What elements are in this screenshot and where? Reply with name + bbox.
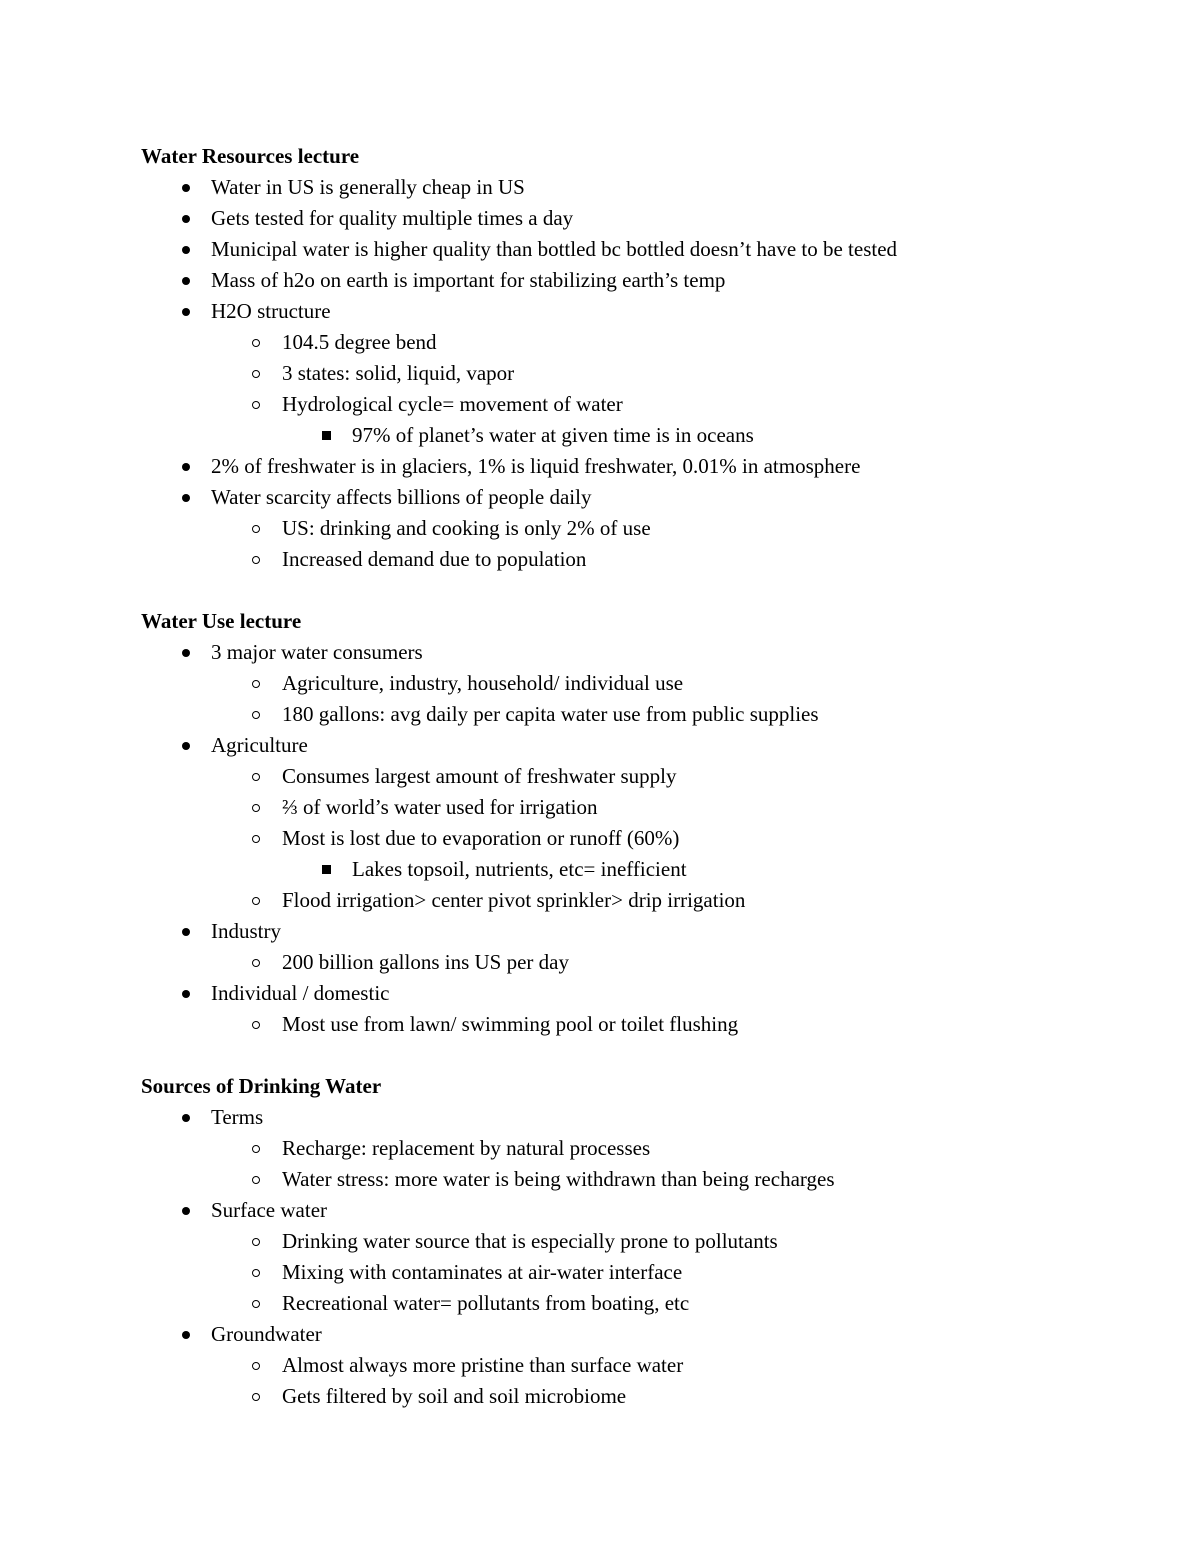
bullet-circle-icon [248, 1164, 264, 1195]
list-item [141, 203, 1061, 234]
bullet-circle-icon [248, 885, 264, 916]
list-item-text: Terms [211, 1105, 264, 1129]
bullet-circle-mark [252, 1300, 260, 1308]
bullet-circle-mark [252, 339, 260, 347]
bullet-dot-icon [178, 916, 194, 947]
list-item-text: 104.5 degree bend [282, 330, 437, 354]
list-item-text: ⅔ of world’s water used for irrigation [282, 795, 598, 819]
bullet-dot-icon [178, 482, 194, 513]
list-item [141, 296, 1061, 451]
list-item-text: Gets tested for quality multiple times a day [211, 206, 574, 230]
list-item-row [141, 389, 1061, 420]
list-item [141, 234, 1061, 265]
list-item [141, 265, 1061, 296]
list-item-text: Municipal water is higher quality than bottled bc bottled doesn’t have to be tested [211, 237, 898, 261]
list-item-row [141, 916, 1061, 947]
bullet-dot-icon [178, 203, 194, 234]
bullet-square-icon [318, 854, 334, 885]
list-item [141, 792, 1061, 823]
list-item [141, 916, 1061, 978]
list-item-text: Lakes topsoil, nutrients, etc= inefficient [352, 857, 687, 881]
bullet-dot-mark [182, 494, 190, 502]
list-item-row [141, 668, 1061, 699]
list-item [141, 761, 1061, 792]
list-item-row [141, 947, 1061, 978]
list-item [141, 172, 1061, 203]
section-heading: Sources of Drinking Water [141, 1074, 382, 1098]
bullet-circle-icon [248, 1133, 264, 1164]
bullet-dot-mark [182, 1331, 190, 1339]
bullet-square-mark [322, 431, 331, 440]
bullet-circle-icon [248, 327, 264, 358]
list-item [141, 1102, 1061, 1195]
list-item-row [141, 203, 1061, 234]
bullet-circle-icon [248, 792, 264, 823]
list-item-text: Agriculture [211, 733, 308, 757]
list-item-text: 97% of planet’s water at given time is in oceans [352, 423, 754, 447]
list-item-text: Water scarcity affects billions of people daily [211, 485, 592, 509]
list-item-text: Drinking water source that is especially prone to pollutants [282, 1229, 778, 1253]
bullet-list-level-2 [141, 668, 1061, 730]
list-item-text: Groundwater [211, 1322, 322, 1346]
list-item-row [141, 451, 1061, 482]
list-item-row [141, 1133, 1061, 1164]
bullet-dot-mark [182, 463, 190, 471]
bullet-dot-mark [182, 1207, 190, 1215]
bullet-circle-mark [252, 897, 260, 905]
bullet-list-level-3 [141, 854, 1061, 885]
bullet-circle-icon [248, 1350, 264, 1381]
list-item-row [141, 699, 1061, 730]
bullet-dot-icon [178, 234, 194, 265]
list-item-row [141, 327, 1061, 358]
bullet-list-level-3 [141, 420, 1061, 451]
bullet-dot-mark [182, 990, 190, 998]
bullet-list-level-2 [141, 1350, 1061, 1412]
list-item-text: Mass of h2o on earth is important for stabilizing earth’s temp [211, 268, 726, 292]
bullet-circle-icon [248, 1288, 264, 1319]
list-item [141, 823, 1061, 885]
bullet-dot-icon [178, 172, 194, 203]
list-item-row [141, 1257, 1061, 1288]
bullet-circle-icon [248, 513, 264, 544]
list-item-row [141, 792, 1061, 823]
bullet-circle-mark [252, 959, 260, 967]
list-item [141, 1319, 1061, 1412]
list-item [141, 947, 1061, 978]
list-item-text: 180 gallons: avg daily per capita water use from public supplies [282, 702, 819, 726]
list-item [141, 978, 1061, 1040]
bullet-dot-mark [182, 1114, 190, 1122]
document-body [141, 141, 1061, 1412]
list-item [141, 358, 1061, 389]
list-item-text: Individual / domestic [211, 981, 390, 1005]
list-item-text: H2O structure [211, 299, 331, 323]
bullet-circle-icon [248, 389, 264, 420]
bullet-list-level-2 [141, 1133, 1061, 1195]
list-item [141, 885, 1061, 916]
list-item-text: Most is lost due to evaporation or runoff (60%) [282, 826, 680, 850]
list-item-row [141, 513, 1061, 544]
list-item [141, 1195, 1061, 1319]
list-item-row [141, 482, 1061, 513]
list-item [141, 482, 1061, 575]
bullet-circle-icon [248, 699, 264, 730]
bullet-circle-mark [252, 1362, 260, 1370]
bullet-circle-mark [252, 556, 260, 564]
list-item [141, 1226, 1061, 1257]
bullet-square-mark [322, 865, 331, 874]
bullet-dot-mark [182, 215, 190, 223]
bullet-square-icon [318, 420, 334, 451]
list-item [141, 730, 1061, 916]
list-item [141, 1288, 1061, 1319]
bullet-dot-icon [178, 451, 194, 482]
bullet-circle-mark [252, 773, 260, 781]
bullet-circle-mark [252, 1393, 260, 1401]
list-item-text: Industry [211, 919, 281, 943]
list-item-row [141, 1102, 1061, 1133]
bullet-circle-icon [248, 668, 264, 699]
bullet-list-level-2 [141, 761, 1061, 916]
bullet-dot-icon [178, 1319, 194, 1350]
list-item-text: Agriculture, industry, household/ individual use [282, 671, 684, 695]
bullet-circle-mark [252, 370, 260, 378]
list-item [141, 1009, 1061, 1040]
bullet-circle-mark [252, 401, 260, 409]
section-heading: Water Resources lecture [141, 144, 360, 168]
bullet-dot-icon [178, 978, 194, 1009]
bullet-dot-icon [178, 1102, 194, 1133]
bullet-circle-mark [252, 1145, 260, 1153]
list-item-row [141, 296, 1061, 327]
list-item-text: Surface water [211, 1198, 328, 1222]
list-item [141, 1257, 1061, 1288]
list-item-row [141, 1226, 1061, 1257]
bullet-dot-mark [182, 928, 190, 936]
list-item-row [141, 420, 1061, 451]
list-item [141, 1381, 1061, 1412]
bullet-circle-mark [252, 1269, 260, 1277]
list-item-text: Water stress: more water is being withdrawn than being recharges [282, 1167, 835, 1191]
list-item [141, 513, 1061, 544]
bullet-dot-icon [178, 265, 194, 296]
bullet-circle-icon [248, 761, 264, 792]
section [141, 141, 1061, 575]
bullet-list-level-2 [141, 513, 1061, 575]
bullet-dot-mark [182, 246, 190, 254]
bullet-circle-icon [248, 1381, 264, 1412]
section [141, 1071, 1061, 1412]
list-item [141, 699, 1061, 730]
list-item-text: US: drinking and cooking is only 2% of use [282, 516, 651, 540]
list-item-row [141, 172, 1061, 203]
list-item-row [141, 1288, 1061, 1319]
list-item-row [141, 234, 1061, 265]
list-item-row [141, 265, 1061, 296]
list-item-text: Recreational water= pollutants from boating, etc [282, 1291, 690, 1315]
list-item-row [141, 978, 1061, 1009]
list-item-text: 200 billion gallons ins US per day [282, 950, 569, 974]
list-item [141, 854, 1061, 885]
bullet-dot-icon [178, 296, 194, 327]
bullet-circle-mark [252, 1176, 260, 1184]
bullet-list-level-1 [141, 637, 1061, 1040]
list-item-row [141, 823, 1061, 854]
list-item [141, 451, 1061, 482]
bullet-circle-mark [252, 1021, 260, 1029]
list-item [141, 420, 1061, 451]
bullet-list-level-2 [141, 327, 1061, 451]
list-item [141, 1164, 1061, 1195]
bullet-dot-icon [178, 1195, 194, 1226]
list-item-row [141, 885, 1061, 916]
bullet-circle-icon [248, 1226, 264, 1257]
list-item-text: Increased demand due to population [282, 547, 587, 571]
list-item [141, 327, 1061, 358]
bullet-list-level-2 [141, 1009, 1061, 1040]
list-item-row [141, 761, 1061, 792]
bullet-circle-mark [252, 1238, 260, 1246]
list-item-text: Consumes largest amount of freshwater supply [282, 764, 677, 788]
list-item [141, 668, 1061, 699]
list-item [141, 1350, 1061, 1381]
section [141, 606, 1061, 1040]
list-item-row [141, 1009, 1061, 1040]
bullet-dot-icon [178, 730, 194, 761]
list-item-text: Almost always more pristine than surface water [282, 1353, 684, 1377]
bullet-dot-mark [182, 649, 190, 657]
list-item-text: Hydrological cycle= movement of water [282, 392, 623, 416]
bullet-dot-mark [182, 308, 190, 316]
list-item [141, 544, 1061, 575]
list-item-text: Most use from lawn/ swimming pool or toilet flushing [282, 1012, 739, 1036]
list-item-row [141, 1195, 1061, 1226]
list-item-text: Recharge: replacement by natural processes [282, 1136, 651, 1160]
list-item-row [141, 1319, 1061, 1350]
list-item-text: 3 states: solid, liquid, vapor [282, 361, 515, 385]
bullet-circle-mark [252, 525, 260, 533]
bullet-list-level-1 [141, 172, 1061, 575]
bullet-circle-mark [252, 711, 260, 719]
list-item-row [141, 1164, 1061, 1195]
list-item-text: Water in US is generally cheap in US [211, 175, 525, 199]
list-item-text: 2% of freshwater is in glaciers, 1% is liquid freshwater, 0.01% in atmosphere [211, 454, 861, 478]
bullet-circle-icon [248, 1257, 264, 1288]
bullet-list-level-2 [141, 947, 1061, 978]
list-item-row [141, 854, 1061, 885]
list-item-text: Gets filtered by soil and soil microbiome [282, 1384, 627, 1408]
bullet-circle-icon [248, 947, 264, 978]
list-item-row [141, 1381, 1061, 1412]
section-heading: Water Use lecture [141, 609, 302, 633]
bullet-circle-mark [252, 680, 260, 688]
bullet-circle-mark [252, 804, 260, 812]
bullet-list-level-1 [141, 1102, 1061, 1412]
list-item [141, 637, 1061, 730]
bullet-circle-icon [248, 1009, 264, 1040]
list-item-row [141, 1350, 1061, 1381]
list-item [141, 389, 1061, 451]
list-item [141, 1133, 1061, 1164]
bullet-circle-mark [252, 835, 260, 843]
list-item-row [141, 637, 1061, 668]
list-item-row [141, 730, 1061, 761]
list-item-text: 3 major water consumers [211, 640, 423, 664]
bullet-circle-icon [248, 544, 264, 575]
list-item-row [141, 358, 1061, 389]
bullet-circle-icon [248, 358, 264, 389]
bullet-dot-icon [178, 637, 194, 668]
list-item-text: Flood irrigation> center pivot sprinkler> drip irrigation [282, 888, 746, 912]
bullet-circle-icon [248, 823, 264, 854]
bullet-list-level-2 [141, 1226, 1061, 1319]
bullet-dot-mark [182, 742, 190, 750]
list-item-row [141, 544, 1061, 575]
list-item-text: Mixing with contaminates at air-water interface [282, 1260, 683, 1284]
bullet-dot-mark [182, 277, 190, 285]
bullet-dot-mark [182, 184, 190, 192]
